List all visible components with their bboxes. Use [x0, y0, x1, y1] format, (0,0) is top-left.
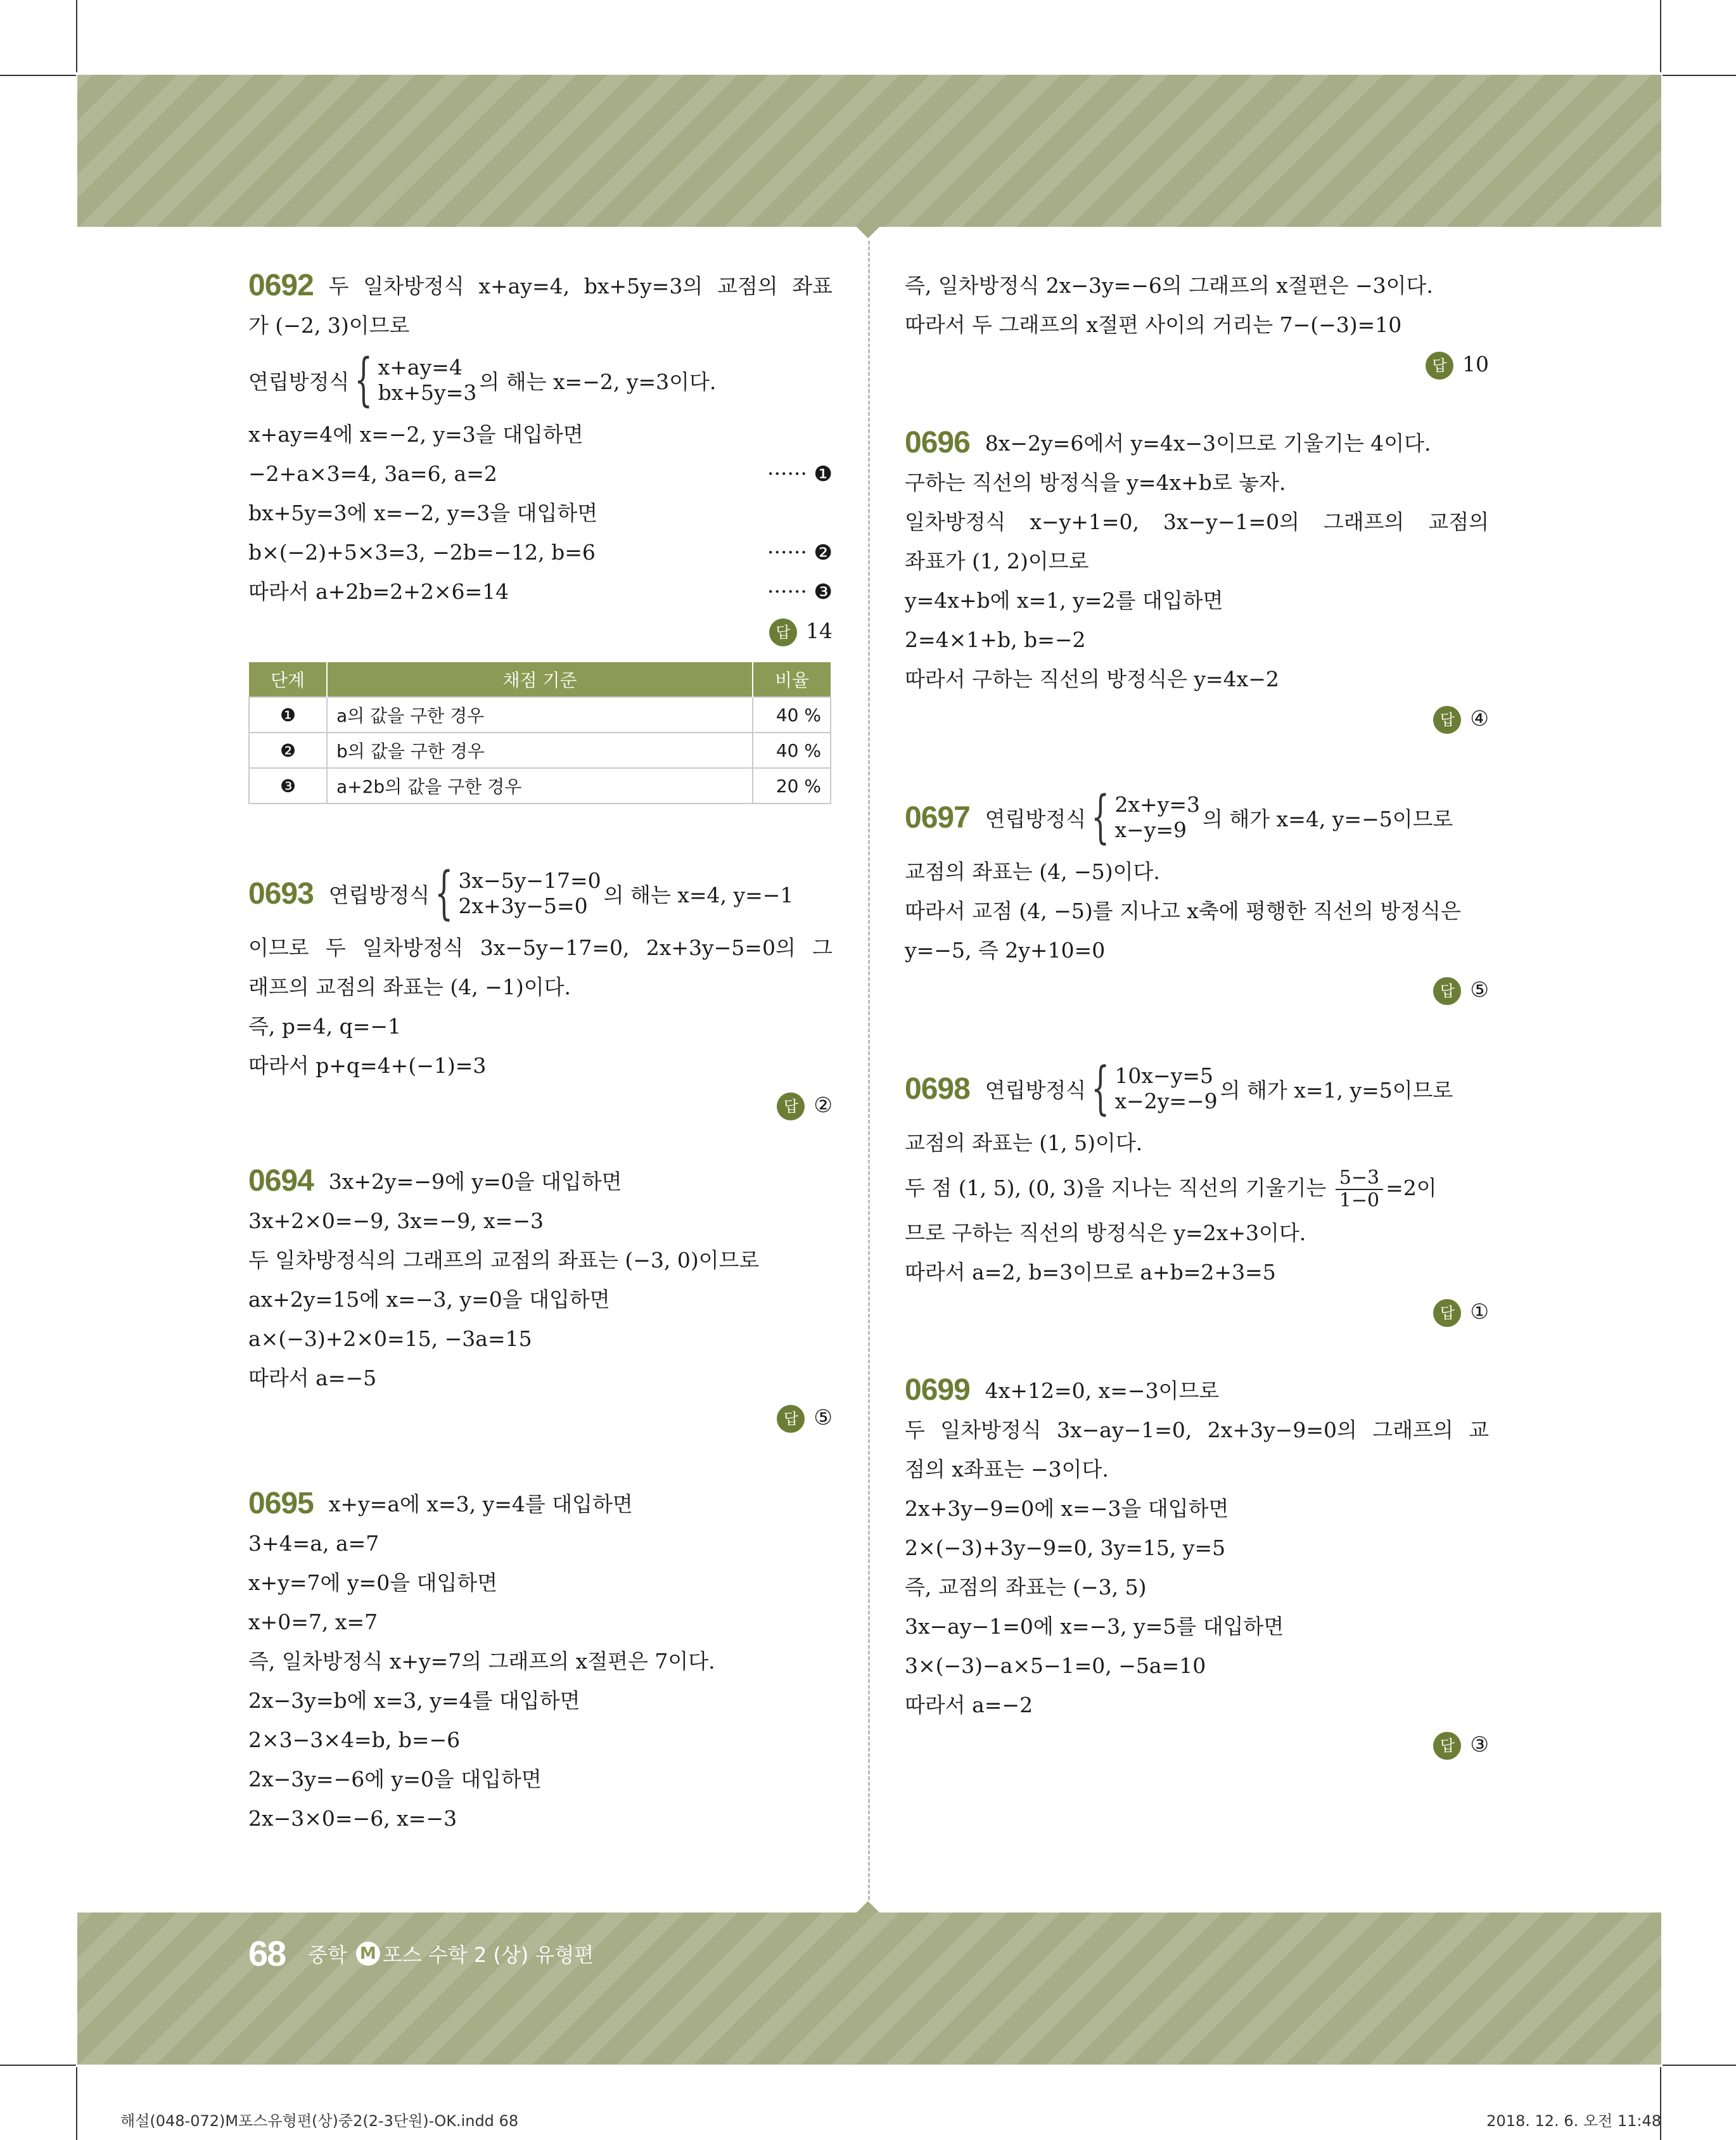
table-header-row — [249, 662, 831, 697]
crop-mark — [1663, 75, 1736, 76]
book-title-prefix: 중학 — [308, 1943, 347, 1967]
equation: 2x+y=3 — [1114, 792, 1200, 817]
text-line: 가 (−2, 3)이므로 — [248, 313, 410, 338]
text: 의 해는 x=4, y=−1 — [603, 882, 794, 907]
text-line: a×(−3)+2×0=15, −3a=15 — [248, 1326, 532, 1351]
fraction-denominator: 1−0 — [1339, 1189, 1380, 1212]
text-line: y=−5, 즉 2y+10=0 — [905, 938, 1106, 963]
problem-0695-continued — [905, 266, 1489, 384]
answer-badge: 답 — [777, 1092, 805, 1120]
text: 의 해는 x=−2, y=3이다. — [479, 369, 717, 394]
grading-table — [248, 662, 831, 804]
table-row — [249, 697, 831, 733]
text: b×(−2)+5×3=3, −2b=−12, b=6 — [248, 540, 596, 565]
text-line: 2x−3y=b에 x=3, y=4를 대입하면 — [248, 1688, 580, 1713]
equation: x+ay=4 — [378, 355, 463, 380]
problem-number: 0698 — [905, 1072, 970, 1106]
system-brace-group — [1088, 1055, 1218, 1122]
text: 두 점 (1, 5), (0, 3)을 지나는 직선의 기울기는 — [905, 1176, 1327, 1200]
crop-mark — [76, 2067, 77, 2140]
answer-line — [905, 1292, 1489, 1331]
text: 연립방정식 — [248, 369, 350, 394]
text-line: 즉, p=4, q=−1 — [248, 1014, 402, 1039]
text: 의 해가 x=1, y=5이므로 — [1220, 1077, 1453, 1103]
system-brace-group — [352, 347, 477, 413]
text-line: 2x+3y−9=0에 x=−3을 대입하면 — [905, 1496, 1229, 1521]
text-line: x+y=7에 y=0을 대입하면 — [248, 1570, 498, 1595]
problem-0696 — [905, 423, 1489, 738]
text: x+y=a에 x=3, y=4를 대입하면 — [328, 1492, 633, 1516]
table-cell: a의 값을 구한 경우 — [327, 697, 753, 733]
text-line: 즉, 일차방정식 x+y=7의 그래프의 x절편은 7이다. — [248, 1649, 715, 1674]
answer-line — [905, 970, 1489, 1009]
text-line: x+ay=4에 x=−2, y=3을 대입하면 — [248, 422, 584, 447]
equation: x−2y=−9 — [1114, 1089, 1218, 1113]
text: 따라서 a+2b=2+2×6=14 — [248, 579, 509, 604]
text-line: 3+4=a, a=7 — [248, 1531, 380, 1556]
text: 8x−2y=6에서 y=4x−3이므로 기울기는 4이다. — [985, 431, 1431, 456]
footer-notch — [857, 1901, 879, 1913]
right-column — [905, 266, 1489, 1764]
answer-value: ③ — [1470, 1732, 1489, 1757]
text: 연립방정식 — [985, 1077, 1087, 1103]
answer-line — [905, 699, 1489, 738]
table-row — [249, 768, 831, 804]
answer-value: ① — [1470, 1299, 1489, 1324]
text-line: 두 일차방정식 3x−ay−1=0, 2x+3y−9=0의 그래프의 교 — [905, 1418, 1489, 1442]
text-line — [905, 423, 1489, 463]
table-header: 비율 — [753, 662, 831, 697]
text-line: 점의 x좌표는 −3이다. — [905, 1457, 1109, 1482]
equation: bx+5y=3 — [378, 380, 477, 405]
print-slug-file: 해설(048-072)M포스유형편(상)중2(2-3단원)-OK.indd 68 — [120, 2112, 519, 2130]
text-line: 따라서 a=−2 — [905, 1693, 1033, 1717]
answer-badge: 답 — [769, 618, 797, 646]
text-line: 따라서 a=−5 — [248, 1366, 377, 1390]
problem-0693 — [248, 859, 833, 1125]
text: 두 일차방정식 x+ay=4, bx+5y=3의 교점의 좌표 — [328, 274, 833, 298]
crop-mark — [1660, 0, 1661, 72]
text-line: 일차방정식 x−y+1=0, 3x−y−1=0의 그래프의 교점의 — [905, 509, 1489, 534]
answer-value: 14 — [806, 618, 833, 643]
text-line: ax+2y=15에 x=−3, y=0을 대입하면 — [248, 1287, 610, 1312]
text-line — [248, 572, 833, 612]
system-brace-group — [432, 860, 601, 926]
answer-line — [248, 612, 833, 651]
text-line — [248, 266, 833, 306]
text-line: 2=4×1+b, b=−2 — [905, 627, 1086, 652]
answer-badge: 답 — [1433, 1732, 1461, 1760]
text-line: 2×(−3)+3y−9=0, 3y=15, y=5 — [905, 1535, 1226, 1560]
text-line — [248, 1484, 833, 1524]
crop-mark — [0, 2065, 76, 2066]
answer-badge: 답 — [1433, 977, 1461, 1005]
answer-line — [905, 345, 1489, 384]
step-marker: ······ ❶ — [767, 461, 833, 486]
crop-mark — [1663, 2065, 1736, 2066]
text-line: 즉, 일차방정식 2x−3y=−6의 그래프의 x절편은 −3이다. — [905, 273, 1433, 298]
text-line: 2×3−3×4=b, b=−6 — [248, 1727, 461, 1752]
problem-number: 0694 — [248, 1164, 314, 1198]
text-line: 교점의 좌표는 (4, −5)이다. — [905, 859, 1160, 884]
fraction-numerator: 5−3 — [1336, 1167, 1383, 1190]
problem-number: 0695 — [248, 1487, 314, 1520]
text-line: 구하는 직선의 방정식을 y=4x+b로 놓자. — [905, 470, 1286, 495]
table-cell: b의 값을 구한 경우 — [327, 733, 753, 768]
answer-value: 10 — [1462, 352, 1489, 376]
problem-0692 — [248, 266, 833, 804]
text-line: 따라서 p+q=4+(−1)=3 — [248, 1053, 487, 1078]
brace-icon: { — [354, 347, 373, 413]
table-cell: a+2b의 값을 구한 경우 — [327, 768, 753, 804]
equation-system — [248, 859, 833, 928]
brace-icon: { — [1091, 1055, 1110, 1122]
text-line: 따라서 a=2, b=3이므로 a+b=2+3=5 — [905, 1260, 1276, 1285]
text-line — [248, 1162, 833, 1201]
problem-number: 0692 — [248, 269, 314, 302]
text: −2+a×3=4, 3a=6, a=2 — [248, 461, 497, 486]
text-line: 3x−ay−1=0에 x=−3, y=5를 대입하면 — [905, 1614, 1284, 1639]
text-line: 3×(−3)−a×5−1=0, −5a=10 — [905, 1653, 1206, 1678]
answer-value: ⑤ — [814, 1405, 833, 1430]
text: =2이 — [1386, 1176, 1437, 1200]
text-line — [248, 533, 833, 572]
text: 3x+2y=−9에 y=0을 대입하면 — [328, 1169, 622, 1194]
text-line: 좌표가 (1, 2)이므로 — [905, 549, 1089, 573]
text-line — [905, 1163, 1489, 1214]
answer-value: ⑤ — [1470, 977, 1489, 1002]
text-line: 따라서 구하는 직선의 방정식은 y=4x−2 — [905, 667, 1279, 691]
answer-badge: 답 — [777, 1405, 805, 1433]
header-band — [77, 75, 1661, 227]
table-header: 단계 — [249, 662, 327, 697]
text-line: 2x−3×0=−6, x=−3 — [248, 1806, 457, 1831]
text-line — [905, 1371, 1489, 1411]
table-row — [249, 733, 831, 768]
m-logo-icon: M — [356, 1942, 380, 1966]
problem-0697 — [905, 783, 1489, 1009]
text: 연립방정식 — [328, 882, 430, 907]
left-column — [248, 266, 833, 1838]
step-marker: ······ ❸ — [767, 579, 833, 604]
answer-line — [905, 1725, 1489, 1764]
book-title — [308, 1939, 594, 1968]
text-line: 따라서 교점 (4, −5)를 지나고 x축에 평행한 직선의 방정식은 — [905, 899, 1461, 923]
table-header: 채점 기준 — [327, 662, 753, 697]
problem-number: 0693 — [248, 876, 314, 911]
answer-value: ② — [814, 1092, 833, 1117]
text-line: 3x+2×0=−9, 3x=−9, x=−3 — [248, 1208, 544, 1233]
text: 4x+12=0, x=−3이므로 — [985, 1378, 1220, 1403]
text-line: 두 일차방정식의 그래프의 교점의 좌표는 (−3, 0)이므로 — [248, 1248, 760, 1272]
text: 의 해가 x=4, y=−5이므로 — [1202, 806, 1453, 831]
column-divider — [868, 241, 870, 1900]
problem-0698 — [905, 1054, 1489, 1331]
text-line: 즉, 교점의 좌표는 (−3, 5) — [905, 1575, 1147, 1599]
text-line: 따라서 두 그래프의 x절편 사이의 거리는 7−(−3)=10 — [905, 312, 1402, 337]
text-line: 래프의 교점의 좌표는 (4, −1)이다. — [248, 975, 571, 999]
fraction — [1336, 1167, 1383, 1212]
problem-number: 0696 — [905, 426, 970, 459]
answer-badge: 답 — [1426, 352, 1453, 380]
table-cell: ❷ — [249, 733, 327, 768]
table-cell: 40 % — [753, 733, 831, 768]
book-title-suffix: 포스 수학 2 (상) 유형편 — [382, 1943, 594, 1967]
answer-line — [248, 1398, 833, 1437]
brace-icon: { — [435, 860, 454, 926]
table-cell: ❶ — [249, 697, 327, 733]
problem-number: 0697 — [905, 800, 970, 835]
system-brace-group — [1088, 784, 1200, 850]
crop-mark — [0, 75, 76, 76]
table-cell: 40 % — [753, 697, 831, 733]
answer-line — [248, 1086, 833, 1125]
answer-value: ④ — [1470, 706, 1489, 731]
problem-0695 — [248, 1484, 833, 1838]
problem-0699 — [905, 1371, 1489, 1764]
equation: 2x+3y−5=0 — [458, 894, 588, 918]
answer-badge: 답 — [1433, 1299, 1461, 1327]
page-number: 68 — [248, 1933, 286, 1973]
table-cell: ❸ — [249, 768, 327, 804]
text-line: 2x−3y=−6에 y=0을 대입하면 — [248, 1767, 542, 1791]
text: 연립방정식 — [985, 806, 1087, 831]
text-line: bx+5y=3에 x=−2, y=3을 대입하면 — [248, 501, 598, 525]
text-line — [248, 454, 833, 494]
print-slug-date: 2018. 12. 6. 오전 11:48 — [1486, 2112, 1661, 2130]
footer-band — [77, 1913, 1661, 2065]
text-line: 므로 구하는 직선의 방정식은 y=2x+3이다. — [905, 1221, 1306, 1245]
step-marker: ······ ❷ — [767, 540, 833, 565]
brace-icon: { — [1091, 784, 1110, 850]
answer-badge: 답 — [1433, 706, 1461, 734]
problem-number: 0699 — [905, 1373, 970, 1407]
table-cell: 20 % — [753, 768, 831, 804]
text-line: 교점의 좌표는 (1, 5)이다. — [905, 1131, 1143, 1155]
equation: x−y=9 — [1114, 817, 1187, 842]
equation-system — [905, 1054, 1489, 1124]
problem-0694 — [248, 1162, 833, 1437]
equation-system — [905, 783, 1489, 852]
equation: 3x−5y−17=0 — [458, 868, 601, 893]
text-line: 이므로 두 일차방정식 3x−5y−17=0, 2x+3y−5=0의 그 — [248, 935, 833, 960]
crop-mark — [76, 0, 77, 72]
text-line: y=4x+b에 x=1, y=2를 대입하면 — [905, 588, 1223, 613]
header-notch — [857, 227, 879, 238]
equation: 10x−y=5 — [1114, 1063, 1213, 1088]
equation-system — [248, 345, 833, 415]
text-line: x+0=7, x=7 — [248, 1610, 378, 1634]
